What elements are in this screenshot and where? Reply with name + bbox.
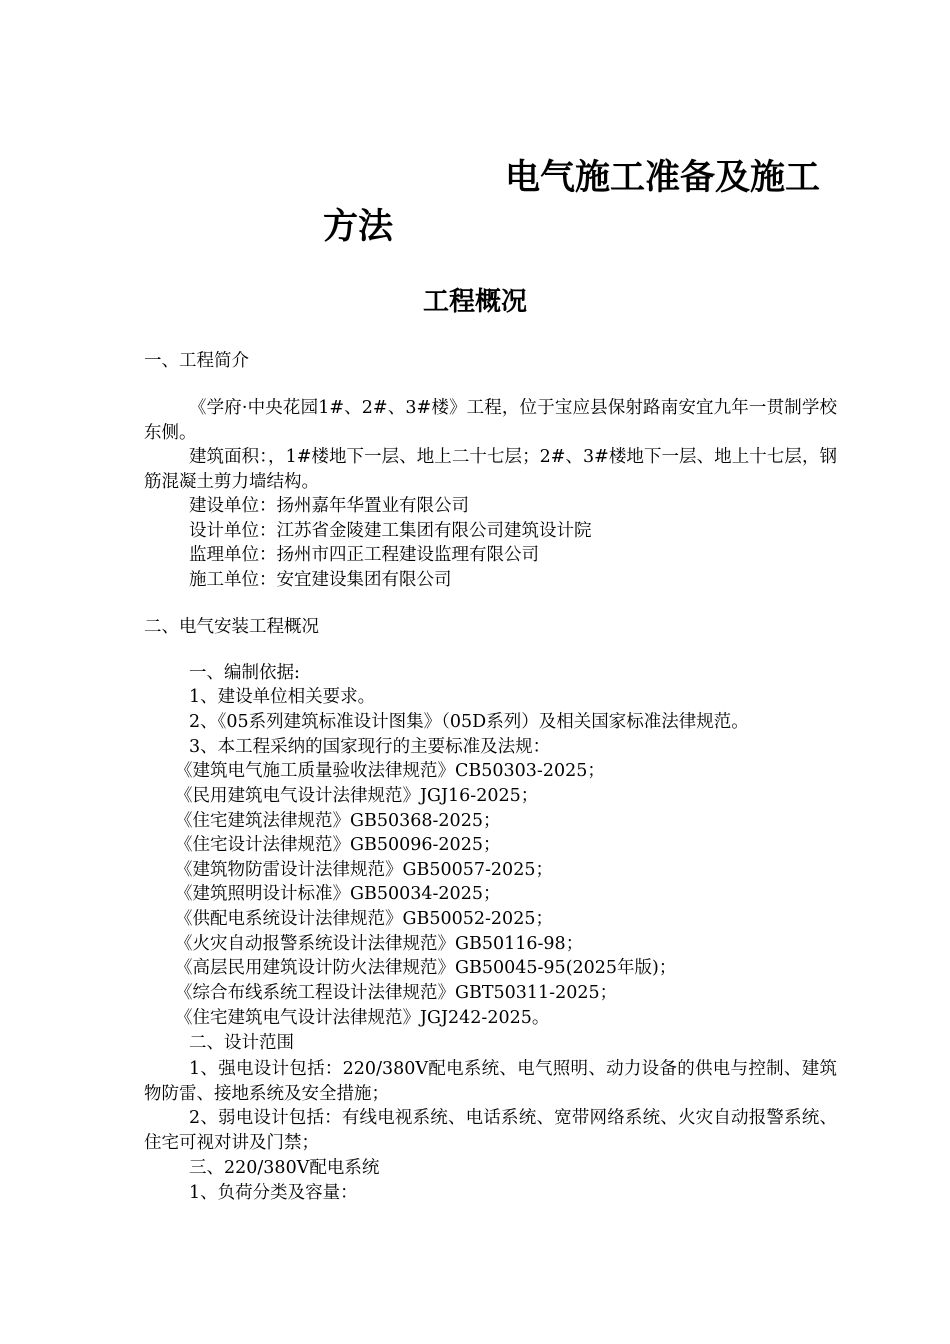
basis-item: 2、《05系列建筑标准设计图集》（05D系列）及相关国家标准法律规范。 bbox=[189, 712, 749, 732]
basis-item: 1、建设单位相关要求。 bbox=[189, 687, 376, 707]
design-unit: 设计单位：江苏省金陵建工集团有限公司建筑设计院 bbox=[189, 521, 592, 541]
standard-item: 《建筑照明设计标准》GB50034-2025； bbox=[175, 884, 501, 904]
document-title-line2: 方法 bbox=[323, 206, 394, 247]
standard-item: 《住宅建筑电气设计法律规范》JGJ242-2025。 bbox=[175, 1008, 550, 1028]
standard-item: 《住宅建筑法律规范》GB50368-2025； bbox=[175, 811, 501, 831]
section2-heading: 二、电气安装工程概况 bbox=[144, 617, 319, 637]
standard-item: 《建筑电气施工质量验收法律规范》CB50303-2025； bbox=[175, 761, 605, 781]
section1-heading: 一、工程简介 bbox=[144, 351, 249, 371]
building-area: 建筑面积：，1#楼地下一层、地上二十七层；2#、3#楼地下一层、地上十七层，钢筋混凝土剪力墙结构。 bbox=[144, 447, 837, 492]
section-heading: 工程概况 bbox=[422, 287, 527, 317]
scope-title: 二、设计范围 bbox=[189, 1033, 294, 1053]
scope-weak-current: 2、弱电设计包括：有线电视系统、电话系统、宽带网络系统、火灾自动报警系统、住宅可视对讲及门禁； bbox=[144, 1108, 837, 1153]
standard-item: 《住宅设计法律规范》GB50096-2025； bbox=[175, 835, 501, 855]
power-system-title: 三、220/380V配电系统 bbox=[189, 1158, 380, 1178]
scope-strong-current: 1、强电设计包括：220/380V配电系统、电气照明、动力设备的供电与控制、建筑物防雷、接地系统及安全措施； bbox=[144, 1059, 837, 1104]
standard-item: 《民用建筑电气设计法律规范》JGJ16-2025； bbox=[175, 786, 539, 806]
owner-unit: 建设单位：扬州嘉年华置业有限公司 bbox=[189, 496, 469, 516]
standard-item: 《供配电系统设计法律规范》GB50052-2025； bbox=[175, 909, 553, 929]
standard-item: 《综合布线系统工程设计法律规范》GBT50311-2025； bbox=[175, 983, 618, 1003]
document-title-line1: 电气施工准备及施工 bbox=[505, 157, 821, 198]
project-intro: 《学府·中央花园1#、2#、3#楼》工程，位于宝应县保射路南安宜九年一贯制学校东侧。 bbox=[144, 398, 837, 443]
basis-title: 一、编制依据: bbox=[189, 663, 300, 683]
load-classification-title: 1、负荷分类及容量： bbox=[189, 1183, 358, 1203]
standard-item: 《高层民用建筑设计防火法律规范》GB50045-95(2025年版)； bbox=[175, 958, 677, 978]
basis-item: 3、本工程采纳的国家现行的主要标准及法规： bbox=[189, 737, 551, 757]
standard-item: 《建筑物防雷设计法律规范》GB50057-2025； bbox=[175, 860, 553, 880]
supervision-unit: 监理单位：扬州市四正工程建设监理有限公司 bbox=[189, 545, 539, 565]
construction-unit: 施工单位：安宜建设集团有限公司 bbox=[189, 570, 452, 590]
standard-item: 《火灾自动报警系统设计法律规范》GB50116-98； bbox=[175, 934, 584, 954]
